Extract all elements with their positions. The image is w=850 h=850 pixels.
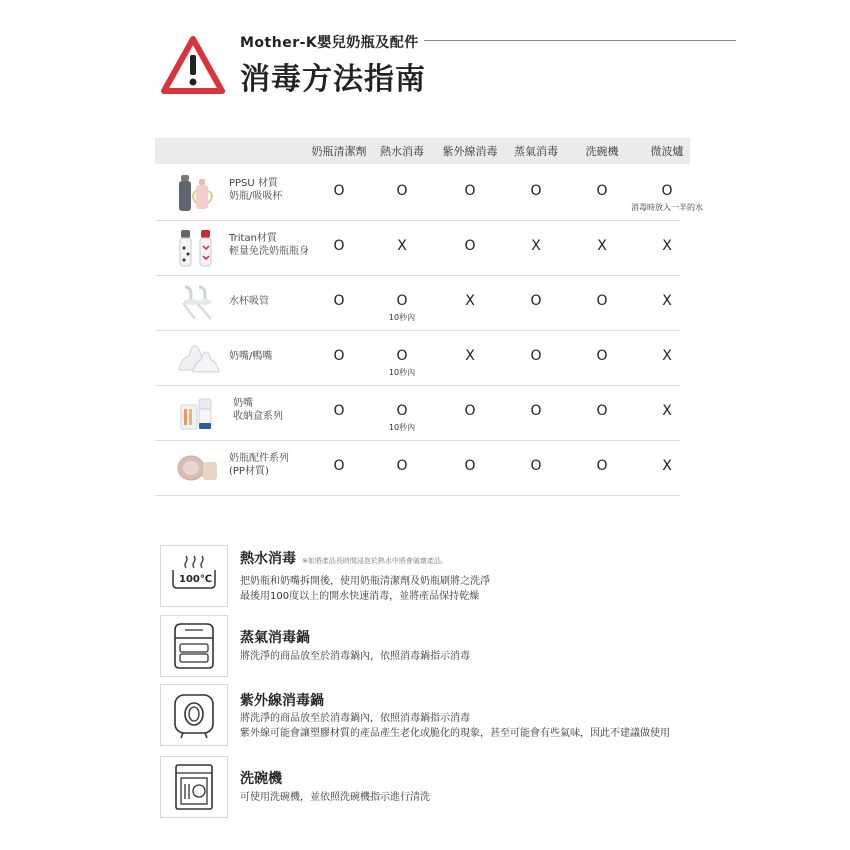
storage-box-image (169, 393, 223, 433)
column-header-microwave: 微波爐 (650, 145, 684, 158)
column-header-dishwasher: 洗碗機 (585, 145, 619, 158)
mark-cell: O (396, 183, 408, 199)
table-header (155, 138, 690, 164)
nipple-image (169, 338, 223, 378)
mark-cell: O (530, 403, 542, 419)
product-label: 奶瓶配件系列 (PP材質) (229, 453, 289, 477)
mark-cell: O (333, 403, 345, 419)
mark-cell: O (530, 293, 542, 309)
ppsu-bottle-image (169, 173, 223, 213)
warning-triangle-icon (160, 35, 226, 95)
table-row (155, 385, 680, 441)
mark-cell: O (596, 403, 608, 419)
hot-water-icon (160, 545, 228, 607)
column-header-steam: 蒸氣消毒 (514, 145, 558, 158)
steam-sterilizer-icon (160, 615, 228, 677)
mark-cell: O (530, 458, 542, 474)
column-header-uv: 紫外線消毒 (442, 145, 498, 158)
product-label: Tritan材質 輕量免洗奶瓶瓶身 (229, 233, 309, 257)
method-description: 將洗淨的商品放至於消毒鍋內，依照消毒鍋指示消毒 (240, 651, 470, 662)
method-title: 蒸氣消毒鍋 (240, 630, 310, 646)
mark-cell: X (597, 238, 607, 254)
method-description: 將洗淨的商品放至於消毒鍋內，依照消毒鍋指示消毒 紫外線可能會讓塑膠材質的產品產生老化或脆化的現象，甚至可能會有些氣味，因此不建議做使用 (240, 713, 670, 739)
mark-cell: O (333, 183, 345, 199)
mark-cell: O (333, 238, 345, 254)
uv-sterilizer-icon (160, 684, 228, 746)
mark-cell: X (662, 348, 672, 364)
table-row (155, 165, 703, 221)
method-title: 紫外線消毒鍋 (240, 693, 324, 709)
table-row (155, 440, 680, 496)
pp-accessories-image (169, 448, 223, 488)
mark-cell: X (531, 238, 541, 254)
tritan-bottle-image (169, 228, 223, 268)
hot-water-temp-label: 100℃ (179, 574, 212, 585)
mark-cell: O (596, 293, 608, 309)
method-title: 熱水消毒 ※如將產品長時間浸泡於熱水中將會破壞產品。 (240, 551, 448, 567)
product-label: PPSU 材質 奶瓶/吸吸杯 (229, 178, 283, 202)
mark-cell: O (396, 293, 408, 309)
mark-cell: O (464, 183, 476, 199)
cell-note: 10秒內 (388, 313, 416, 322)
cell-note: 消毒時放入一半的水 (631, 203, 703, 212)
mark-cell: X (662, 403, 672, 419)
mark-cell: O (596, 458, 608, 474)
product-label: 奶嘴 收納盒系列 (233, 398, 283, 422)
mark-cell: O (661, 183, 673, 199)
method-title: 洗碗機 (240, 771, 282, 787)
mark-cell: X (662, 458, 672, 474)
brand-line: Mother-K嬰兒奶瓶及配件 (240, 35, 419, 51)
table-row (155, 220, 680, 276)
mark-cell: X (662, 293, 672, 309)
mark-cell: X (662, 238, 672, 254)
mark-cell: O (333, 348, 345, 364)
mark-cell: O (333, 458, 345, 474)
mark-cell: O (596, 348, 608, 364)
table-row (155, 330, 680, 386)
mark-cell: O (464, 238, 476, 254)
sterilization-table (155, 138, 703, 498)
mark-cell: O (464, 403, 476, 419)
column-header-detergent: 奶瓶清潔劑 (311, 145, 367, 158)
mark-cell: O (464, 458, 476, 474)
product-label: 奶嘴/鴨嘴 (229, 351, 273, 362)
mark-cell: O (530, 348, 542, 364)
column-header-hot-water: 熱水消毒 (380, 145, 424, 158)
table-row (155, 275, 680, 331)
mark-cell: O (530, 183, 542, 199)
cell-note: 10秒內 (388, 423, 416, 432)
straw-image (169, 283, 223, 323)
dishwasher-icon (160, 756, 228, 818)
mark-cell: O (396, 458, 408, 474)
page-title: 消毒方法指南 (240, 62, 426, 97)
method-description: 可使用洗碗機，並依照洗碗機指示進行清洗 (240, 792, 430, 803)
mark-cell: O (333, 293, 345, 309)
mark-cell: X (397, 238, 407, 254)
header-rule (424, 40, 736, 41)
method-subnote: ※如將產品長時間浸泡於熱水中將會破壞產品。 (302, 557, 448, 565)
cell-note: 10秒內 (388, 368, 416, 377)
method-description: 把奶瓶和奶嘴拆開後，使用奶瓶清潔劑及奶瓶刷將之洗淨 最後用100度以上的開水快速消毒，並將產品保持乾燥 (240, 576, 490, 602)
product-label: 水杯吸管 (229, 296, 269, 307)
mark-cell: X (465, 348, 475, 364)
mark-cell: O (596, 183, 608, 199)
mark-cell: O (396, 348, 408, 364)
mark-cell: X (465, 293, 475, 309)
mark-cell: O (396, 403, 408, 419)
